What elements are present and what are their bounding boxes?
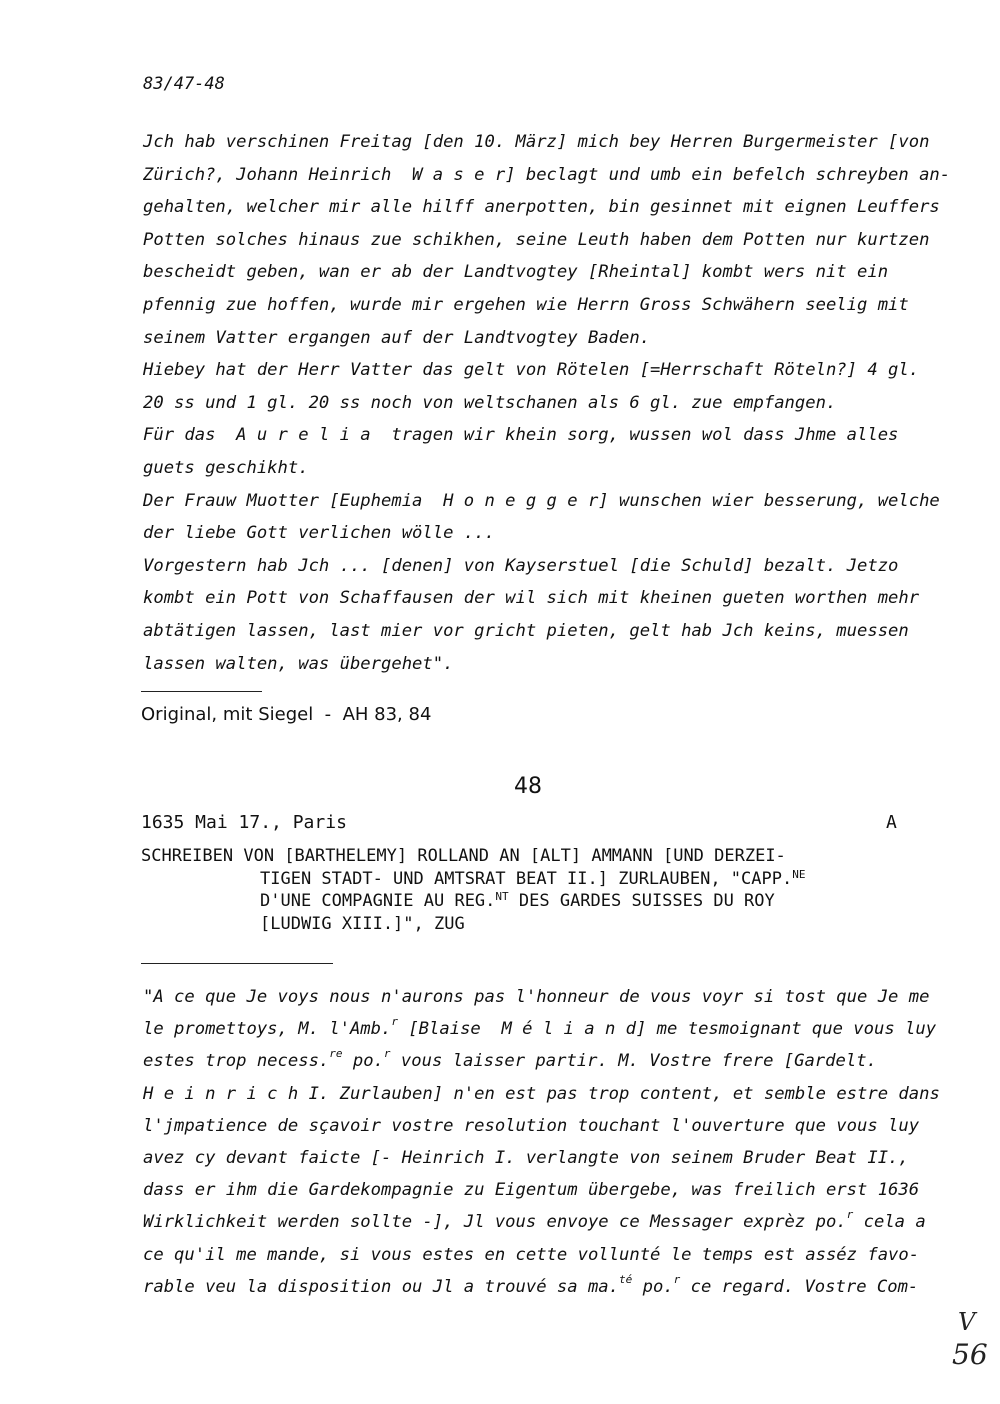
text-line <box>143 1206 933 1238</box>
text-line: dass er ihm die Gardekompagnie zu Eigentum übergebe, was freilich erst 1636 <box>143 1180 920 1201</box>
source-note: Original, mit Siegel - AH 83, 84 <box>141 704 432 725</box>
title-line <box>141 890 931 913</box>
title-line: [LUDWIG XIII.]", ZUG <box>260 913 465 934</box>
text-line: kombt ein Pott von Schaffausen der wil sich mit kheinen gueten worthen mehr <box>143 588 920 609</box>
section-divider <box>141 963 333 964</box>
superscript: r <box>673 1272 681 1286</box>
title-text: TIGEN STADT- UND AMTSRAT BEAT II.] ZURLAUBEN, "CAPP. <box>260 868 793 889</box>
text-line <box>143 1013 937 1045</box>
text-line: 20 ss und 1 gl. 20 ss noch von weltschanen als 6 gl. zue empfangen. <box>143 392 837 413</box>
text-fragment: vous laisser partir. M. Vostre frere [Gardelt. <box>390 1051 877 1072</box>
superscript: NT <box>495 890 509 903</box>
text-line: abtätigen lassen, last mier vor gricht pieten, gelt hab Jch keins, muessen <box>143 620 909 641</box>
text-line: Zürich?, Johann Heinrich W a s e r] beclagt und umb ein befelch schreyben an- <box>143 164 951 185</box>
text-line: seinem Vatter ergangen auf der Landtvogtey Baden. <box>143 327 651 348</box>
title-text: DES GARDES SUISSES DU ROY <box>508 891 775 911</box>
section-divider <box>141 691 262 692</box>
text-line: Vorgestern hab Jch ... [denen] von Kayserstuel [die Schuld] bezalt. Jetzo <box>143 555 899 576</box>
text-line <box>143 1045 933 1077</box>
text-fragment: estes trop necess. <box>143 1051 330 1072</box>
spaced-name: H e i n r i c h <box>143 1083 299 1104</box>
text-line: Jch hab verschinen Freitag [den 10. März] mich bey Herren Burgermeister [von <box>143 132 930 152</box>
text-fragment: po. <box>342 1051 384 1072</box>
letter-text-top <box>143 126 951 680</box>
text-fragment: I. Zurlauben] n'en est pas trop content, et semble estre dans <box>308 1083 940 1104</box>
text-line: guets geschikht. <box>143 457 309 478</box>
text-fragment: rable veu la disposition ou Jl a trouvé sa ma. <box>143 1276 619 1297</box>
handwritten-page-number: 56 <box>952 1338 988 1371</box>
document-number: 48 <box>514 774 542 799</box>
document-title <box>141 845 931 935</box>
text-fragment: cela a <box>853 1212 926 1233</box>
text-fragment: le promettoys, M. l'Amb. <box>143 1019 392 1040</box>
text-line: ce qu'il me mande, si vous estes en cette vollunté le temps est asséz favo- <box>143 1244 920 1265</box>
text-line: lassen walten, was übergehet". <box>143 653 454 674</box>
superscript: r <box>383 1047 391 1061</box>
text-line: der liebe Gott verlichen wölle ... <box>143 523 495 544</box>
superscript: r <box>846 1208 854 1222</box>
date-place: 1635 Mai 17., Paris <box>141 812 347 833</box>
text-line <box>143 1078 940 1110</box>
text-line: avez cy devant faicte [- Heinrich I. verlangte von seinem Bruder Beat II., <box>143 1147 909 1168</box>
text-line: Für das A u r e l i a tragen wir khein sorg, wussen wol dass Jhme alles <box>143 425 899 446</box>
text-line: Der Frauw Muotter [Euphemia H o n e g g e r] wunschen wier besserung, welche <box>143 490 940 511</box>
letter-text-bottom <box>143 981 940 1303</box>
document-reference: 83/47-48 <box>143 74 225 94</box>
superscript: NE <box>792 867 806 881</box>
text-fragment: Wirklichkeit werden sollte -], Jl vous envoye ce Messager exprèz po. <box>143 1212 847 1233</box>
text-fragment: ce regard. Vostre Com- <box>680 1276 919 1297</box>
text-fragment: po. <box>632 1276 674 1297</box>
title-text: D'UNE COMPAGNIE AU REG. <box>260 891 496 911</box>
section-marker: A <box>886 812 897 833</box>
text-line <box>143 1271 933 1303</box>
superscript: r <box>391 1015 398 1029</box>
handwritten-check-mark: V <box>958 1308 976 1336</box>
superscript: té <box>619 1272 633 1286</box>
title-line <box>141 868 931 891</box>
text-line: Hiebey hat der Herr Vatter das gelt von Rötelen [=Herrschaft Röteln?] 4 gl. <box>143 360 920 381</box>
title-line: SCHREIBEN VON [BARTHELEMY] ROLLAND AN [ALT] AMMANN [UND DERZEI- <box>141 846 786 866</box>
text-fragment: [Blaise M é l i a n d] me tesmoignant que vous luy <box>397 1019 937 1040</box>
text-line: bescheidt geben, wan er ab der Landtvogtey [Rheintal] kombt wers nit ein <box>143 262 889 283</box>
text-line: "A ce que Je voys nous n'aurons pas l'honneur de vous voyr si tost que Je me <box>143 987 930 1007</box>
text-line: gehalten, welcher mir alle hilff anerpotten, bin gesinnet mit eignen Leuffers <box>143 197 940 218</box>
text-line: l'jmpatience de sçavoir vostre resolution touchant l'ouverture que vous luy <box>143 1115 920 1136</box>
superscript: re <box>329 1047 343 1061</box>
text-line: Potten solches hinaus zue schikhen, seine Leuth haben dem Potten nur kurtzen <box>143 229 930 250</box>
text-line: pfennig zue hoffen, wurde mir ergehen wie Herrn Gross Schwähern seelig mit <box>143 294 909 315</box>
